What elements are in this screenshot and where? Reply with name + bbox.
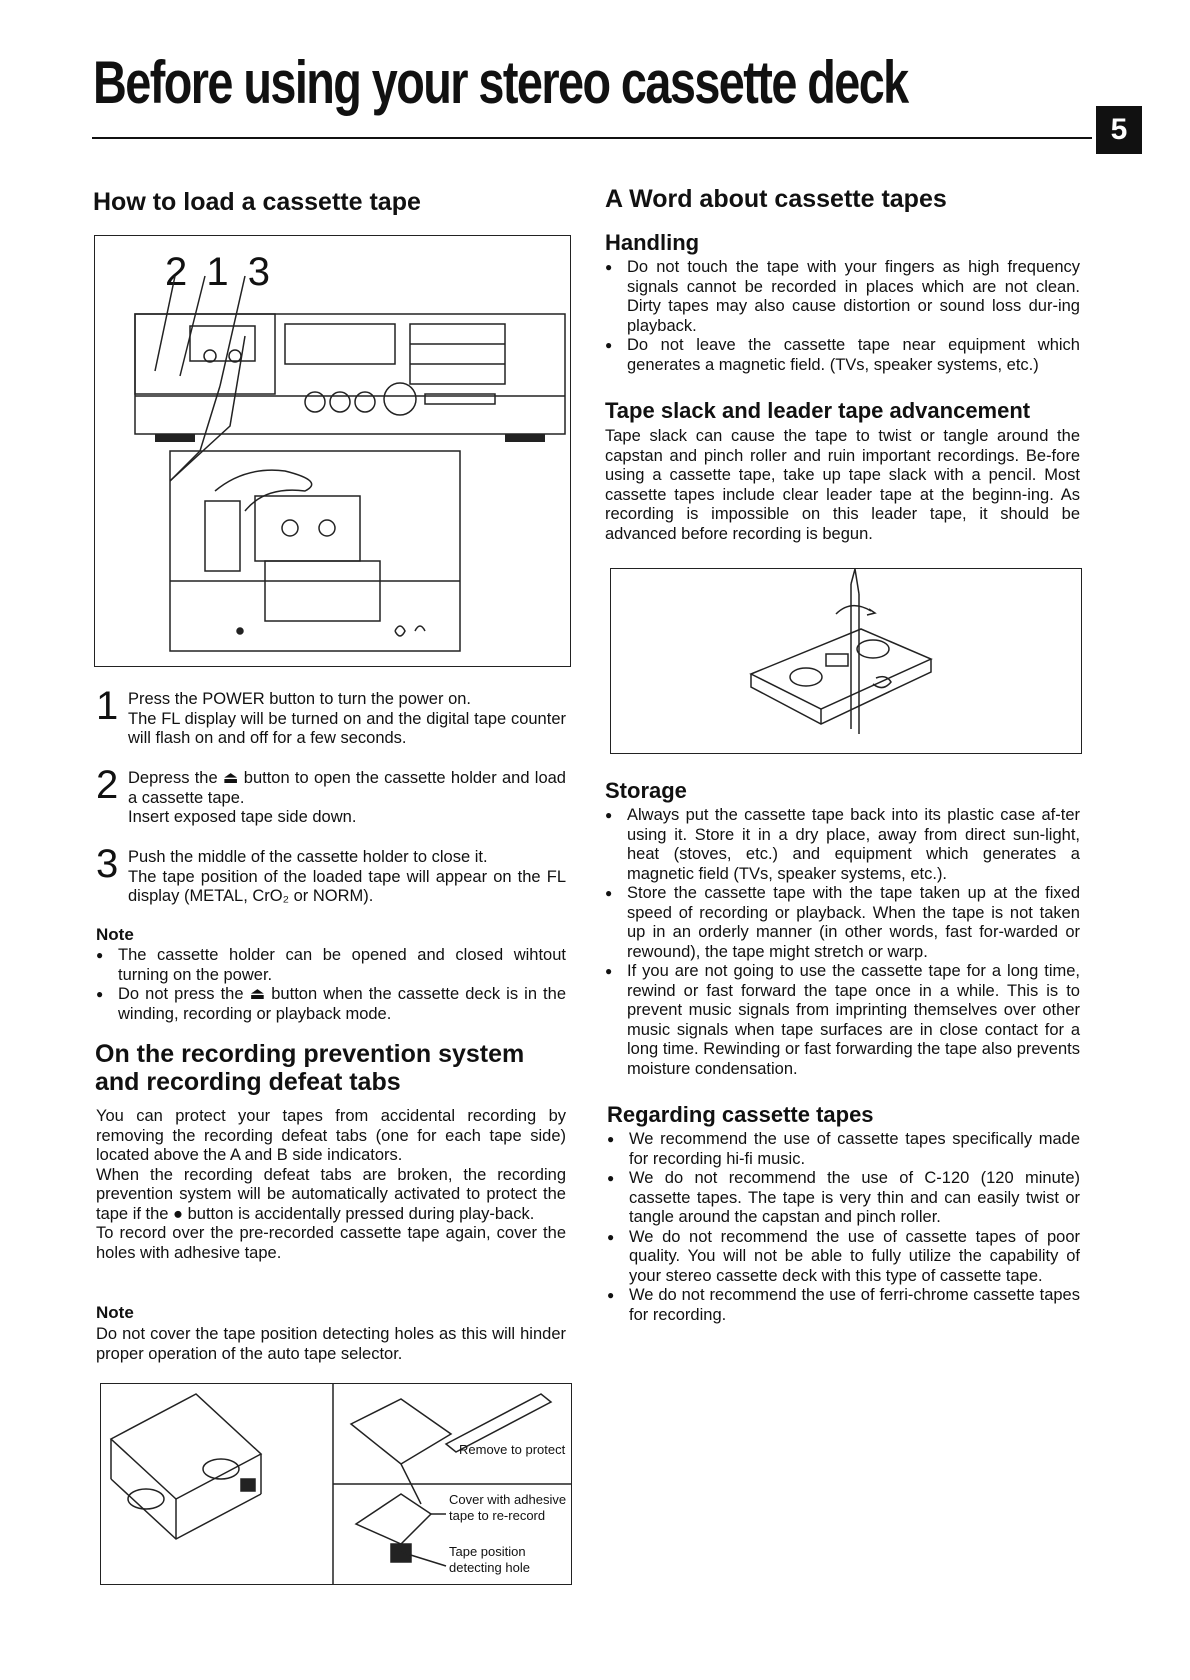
list-item: ● We do not recommend the use of ferri-chrome cassette tapes for recording.: [607, 1286, 1080, 1325]
word-heading: A Word about cassette tapes: [605, 185, 947, 213]
prevention-heading-2: and recording defeat tabs: [95, 1068, 401, 1096]
slack-heading: Tape slack and leader tape advancement: [605, 398, 1031, 423]
page-number: 5: [1096, 106, 1142, 154]
storage-heading: Storage: [605, 778, 687, 803]
step-line: The FL display will be turned on and the digital tape counter will flash on and off for a few seconds.: [128, 709, 566, 747]
list-item: ● Store the cassette tape with the tape taken up at the fixed speed of recording or playback. When the tape is not taken up in an orderly manner (in other words, fast for-warded or rewound), the tape might stretch or warp.: [605, 884, 1080, 962]
step-line: Depress the ⏏ button to open the cassette holder and load a cassette tape.: [128, 769, 566, 807]
step-number: 3: [96, 842, 119, 886]
list-item: ● We do not recommend the use of C-120 (120 minute) cassette tapes. The tape is very thin and can easily twist or tangle around the capstan and pinch roller.: [607, 1169, 1080, 1228]
deck-illustration: [94, 235, 571, 667]
paragraph: You can protect your tapes from accidental recording by removing the recording defeat tabs (one for each tape side) located above the A and B side indicators.: [96, 1107, 566, 1164]
step-line: The tape position of the loaded tape will appear on the FL display (METAL, CrO₂ or NORM).: [128, 867, 566, 905]
pencil-illustration: [610, 568, 1082, 754]
paragraph: To record over the pre-recorded cassette tape again, cover the holes with adhesive tape.: [96, 1224, 566, 1262]
step-line: Press the POWER button to turn the power on.: [128, 690, 472, 708]
prevention-text: [96, 1107, 566, 1263]
list-item: ● The cassette holder can be opened and closed wihtout turning on the power.: [96, 946, 566, 985]
figure-step-numbers: 2 1 3: [165, 250, 274, 294]
list-item: ● We do not recommend the use of cassette tapes of poor quality. You will not be able to fully utilize the capability of your stereo cassette deck with this type of cassette tape.: [607, 1228, 1080, 1287]
list-item: ● Do not leave the cassette tape near equipment which generates a magnetic field. (TVs, speaker systems, etc.): [605, 336, 1080, 375]
step-2: [96, 763, 566, 828]
regarding-heading: Regarding cassette tapes: [607, 1102, 874, 1127]
list-item: ● Always put the cassette tape back into its plastic case af-ter using it. Store it in a dry place, away from direct sun-light, heat (stoves, etc.) and equipment which generates a magnetic field (TVs, speaker systems, etc.).: [605, 806, 1080, 884]
step-number: 2: [96, 763, 119, 807]
load-notes: [96, 946, 566, 1024]
list-item: ● If you are not going to use the cassette tape for a long time, rewind or fast forward the tape once in a while. This is to prevent music signals from imprinting themselves over other music signals when tape surfaces are in close contact for a long time. Rewinding or fast forwarding the tape also prevents moisture condensation.: [605, 962, 1080, 1079]
step-line: Insert exposed tape side down.: [128, 808, 357, 826]
list-item: ● We recommend the use of cassette tapes specifically made for recording hi-fi music.: [607, 1130, 1080, 1169]
load-heading: How to load a cassette tape: [93, 188, 421, 216]
step-line: Push the middle of the cassette holder to close it.: [128, 848, 488, 866]
paragraph: When the recording defeat tabs are broken, the recording prevention system will be automatically activated to protect the tape if the ● button is accidentally pressed during play-back.: [96, 1165, 566, 1223]
load-note-label: Note: [96, 925, 134, 944]
regarding-list: [607, 1130, 1080, 1325]
list-item: ● Do not press the ⏏ button when the cassette deck is in the winding, recording or playback mode.: [96, 985, 566, 1024]
deck-drawing: [95, 236, 570, 666]
slack-text: Tape slack can cause the tape to twist or tangle around the capstan and pinch roller and ruin important recordings. Be-fore using a cassette tape, take up tape slack with a pencil. Most cassette tapes include clear leader tape at the beginn-ing. As recording is impossible on this leader tape, it should be advanced before recording is begun.: [605, 427, 1080, 543]
prevention-note-label: Note: [96, 1303, 134, 1322]
prevention-heading-1: On the recording prevention system: [95, 1040, 525, 1068]
storage-list: [605, 806, 1080, 1079]
header-rule: [92, 137, 1092, 139]
step-1: [96, 684, 566, 749]
remove-label: Remove to protect: [459, 1442, 566, 1457]
pencil-drawing: [611, 569, 1081, 753]
defeat-tab-illustration: [100, 1383, 572, 1585]
cover-label: Cover with adhesive tape to re-record: [449, 1492, 567, 1523]
detect-label: Tape position detecting hole: [449, 1544, 530, 1575]
step-number: 1: [96, 684, 119, 728]
handling-list: [605, 258, 1080, 375]
handling-heading: Handling: [605, 230, 700, 255]
page-title: Before using your stereo cassette deck: [93, 49, 908, 116]
prevention-note: Do not cover the tape position detecting holes as this will hinder proper operation of the auto tape selector.: [96, 1325, 566, 1363]
list-item: ● Do not touch the tape with your fingers as high frequency signals cannot be recorded in places which are not clean. Dirty tapes may also cause distortion or sound loss dur-ing playback.: [605, 258, 1080, 336]
step-3: [96, 842, 566, 907]
